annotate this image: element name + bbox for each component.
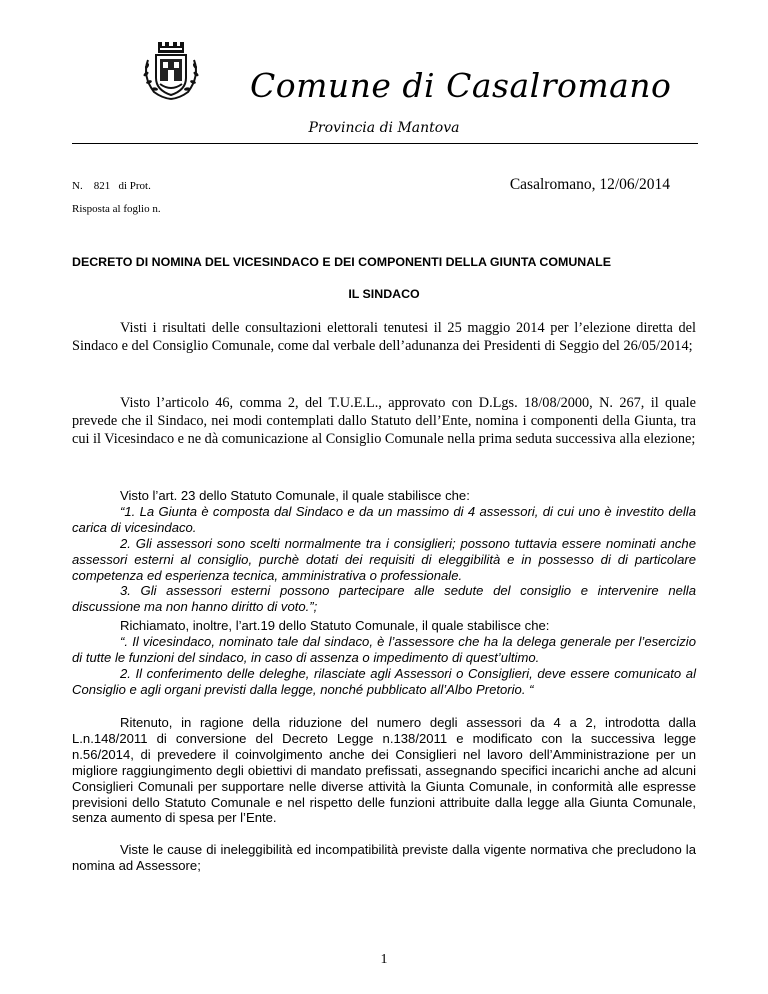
- paragraph-ritenuto: Ritenuto, in ragione della riduzione del numero degli assessori da 4 a 2, introdotta dalla L.n.148/2011 di conversione del Decreto Legge n.138/2011 e modificato con la successiva legge n.56/2014, di prevedere il coinvolgimento anche dei Consiglieri nel lavoro dell’Amministrazione per un migliore raggiungimento degli obiettivi di mandato prefissati, assegnando specifici incarichi anche ad alcuni Consiglieri Comunali per supportare nelle diverse attività la Giunta Comunale, in conformità alle espresse previsioni dello Statuto Comunale e nel rispetto delle funzioni attribuite dalla legge alla Giunta Comunale, senza aumento di spesa per l’Ente.: [72, 715, 696, 826]
- article-23-clause-2: 2. Gli assessori sono scelti normalmente tra i consiglieri; possono tuttavia essere nominati anche assessori esterni al consiglio, purchè dotati dei requisiti di eleggibilità e in possesso di di particolare competenza ed esperienza tecnica, amministrativa o professionale.: [72, 535, 696, 583]
- article-19-intro: Richiamato, inoltre, l’art.19 dello Statuto Comunale, il quale stabilisce che:: [120, 618, 550, 633]
- paragraph-ineligibility: Viste le cause di ineleggibilità ed incompatibilità previste dalla vigente normativa che precludono la nomina ad Assessore;: [72, 842, 696, 873]
- header-divider: [72, 143, 698, 144]
- municipal-crest-icon: [138, 40, 204, 102]
- issuer-heading: IL SINDACO: [348, 287, 420, 301]
- place-and-date: Casalromano, 12/06/2014: [509, 176, 670, 193]
- article-23-block: [72, 488, 696, 615]
- article-23-intro: Visto l’art. 23 dello Statuto Comunale, il quale stabilisce che:: [120, 488, 470, 503]
- decree-heading: DECRETO DI NOMINA DEL VICESINDACO E DEI COMPONENTI DELLA GIUNTA COMUNALE: [72, 255, 612, 269]
- province-subtitle: Provincia di Mantova: [308, 120, 460, 136]
- reply-reference: Risposta al foglio n.: [72, 203, 161, 215]
- article-19-clause-2: 2. Il conferimento delle deleghe, rilasciate agli Assessori o Consiglieri, deve essere comunicato al Consiglio e agli organi previsti dalla legge, nonché pubblicato all’Albo Pretorio. “: [72, 665, 696, 697]
- paragraph-election-results: Visti i risultati delle consultazioni elettorali tenutesi il 25 maggio 2014 per l’elezione diretta del Sindaco e del Consiglio Comunale, come dal verbale dell’adunanza dei Presidenti di Seggio del 26/05/2014;: [72, 320, 696, 354]
- page-number: 1: [380, 952, 388, 967]
- article-23-clause-3: 3. Gli assessori esterni possono partecipare alle sedute del consiglio e intervenire nella discussione ma non hanno diritto di voto.”;: [72, 583, 696, 615]
- article-19-block: [72, 618, 696, 698]
- article-19-clause-1: “. Il vicesindaco, nominato tale dal sindaco, è l’assessore che ha la delega generale per l’esercizio di tutte le funzioni del sindaco, in caso di assenza o impedimento di quest’ultimo.: [72, 633, 696, 665]
- municipality-title: Comune di Casalromano: [250, 66, 672, 105]
- protocol-number: N. 821 di Prot.: [72, 180, 151, 192]
- paragraph-tuel-article: Visto l’articolo 46, comma 2, del T.U.E.L., approvato con D.Lgs. 18/08/2000, N. 267, il quale prevede che il Sindaco, nei modi contemplati dallo Statuto dell’Ente, nomina i componenti della Giunta, tra cui il Vicesindaco e ne dà comunicazione al Consiglio Comunale nella prima seduta successiva alla elezione;: [72, 395, 696, 447]
- article-23-clause-1: “1. La Giunta è composta dal Sindaco e da un massimo di 4 assessori, di cui uno è investito della carica di vicesindaco.: [72, 503, 696, 535]
